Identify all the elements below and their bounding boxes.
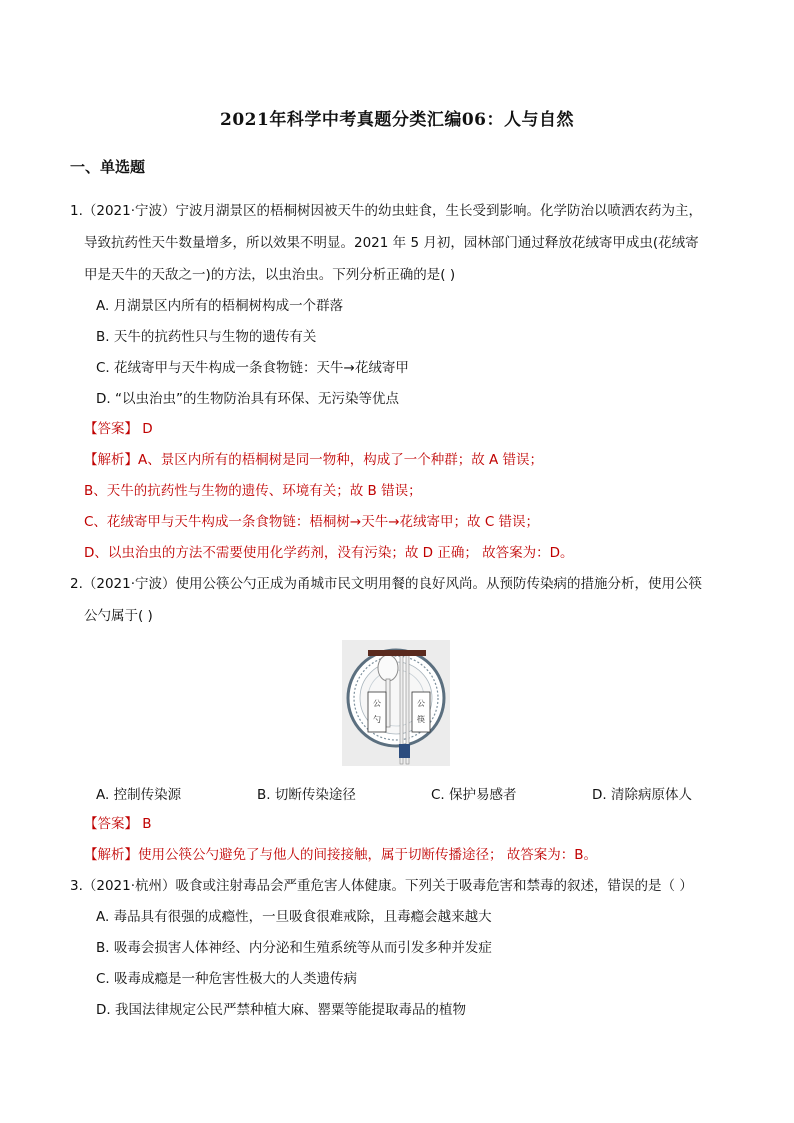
- section-heading: 一、单选题: [70, 158, 146, 176]
- q2-analysis: [84, 846, 597, 864]
- answer-value: D: [138, 421, 153, 437]
- q1-option-b: B. 天牛的抗药性只与生物的遗传有关: [96, 329, 317, 345]
- analysis-tag: 【解析】: [84, 847, 138, 863]
- chopsticks-spoon-figure: [342, 640, 450, 766]
- chopsticks-spoon-illustration: [342, 640, 450, 766]
- q1-stem-line3: 甲是天牛的天敌之一)的方法，以虫治虫。下列分析正确的是( ): [84, 267, 456, 283]
- answer-tag: 【答案】: [84, 816, 138, 832]
- q1-option-c: C. 花绒寄甲与天牛构成一条食物链：天牛→花绒寄甲: [96, 360, 409, 376]
- q1-option-d: D. “以虫治虫”的生物防治具有环保、无污染等优点: [96, 391, 399, 407]
- q1-answer: [84, 420, 153, 438]
- q1-analysis-line2: B、天牛的抗药性与生物的遗传、环境有关；故 B 错误；: [84, 483, 422, 499]
- q2-option-a: A. 控制传染源: [96, 787, 182, 803]
- q3-option-c: C. 吸毒成瘾是一种危害性极大的人类遗传病: [96, 971, 358, 987]
- page-title: 2021年科学中考真题分类汇编06：人与自然: [220, 110, 574, 130]
- q1-option-a: A. 月湖景区内所有的梧桐树构成一个群落: [96, 298, 344, 314]
- analysis-text: 使用公筷公勺避免了与他人的间接接触，属于切断传播途径； 故答案为：B。: [138, 847, 598, 863]
- q3-option-b: B. 吸毒会损害人体神经、内分泌和生殖系统等从而引发多种并发症: [96, 940, 492, 956]
- analysis-tag: 【解析】: [84, 452, 138, 468]
- q2-stem-line1: 2.（2021·宁波）使用公筷公勺正成为甬城市民文明用餐的良好风尚。从预防传染病的措施分析，使用公筷: [70, 576, 703, 592]
- chopsticks-label-char1: 公: [417, 699, 425, 708]
- q1-analysis-line3: C、花绒寄甲与天牛构成一条食物链：梧桐树→天牛→花绒寄甲；故 C 错误；: [84, 514, 540, 530]
- q2-stem-line2: 公勺属于( ): [84, 608, 153, 624]
- q1-analysis-line4: D、以虫治虫的方法不需要使用化学药剂，没有污染；故 D 正确； 故答案为：D。: [84, 545, 574, 561]
- q2-option-c: C. 保护易感者: [431, 787, 517, 803]
- answer-value: B: [138, 816, 152, 832]
- spoon-label-char1: 公: [373, 699, 381, 708]
- spoon-label-char2: 勺: [373, 715, 381, 724]
- q1-stem-line1: 1.（2021·宁波）宁波月湖景区的梧桐树因被天牛的幼虫蛀食，生长受到影响。化学防治以喷洒农药为主，: [70, 203, 703, 219]
- analysis-text: A、景区内所有的梧桐树是同一物种，构成了一个种群；故 A 错误；: [138, 452, 544, 468]
- q2-option-d: D. 清除病原体人: [592, 787, 692, 803]
- q3-stem-line1: 3.（2021·杭州）吸食或注射毒品会严重危害人体健康。下列关于吸毒危害和禁毒的叙述，错误的是（ ）: [70, 878, 693, 894]
- q2-option-b: B. 切断传染途径: [257, 787, 356, 803]
- answer-tag: 【答案】: [84, 421, 138, 437]
- q3-option-d: D. 我国法律规定公民严禁种植大麻、罂粟等能提取毒品的植物: [96, 1002, 466, 1018]
- q1-analysis-line1: [84, 451, 543, 469]
- q1-stem-line2: 导致抗药性天牛数量增多，所以效果不明显。2021 年 5 月初，园林部门通过释放花绒寄甲成虫(花绒寄: [84, 235, 699, 251]
- q2-answer: [84, 815, 152, 833]
- chopsticks-label-char2: 筷: [417, 715, 425, 724]
- q3-option-a: A. 毒品具有很强的成瘾性，一旦吸食很难戒除，且毒瘾会越来越大: [96, 909, 492, 925]
